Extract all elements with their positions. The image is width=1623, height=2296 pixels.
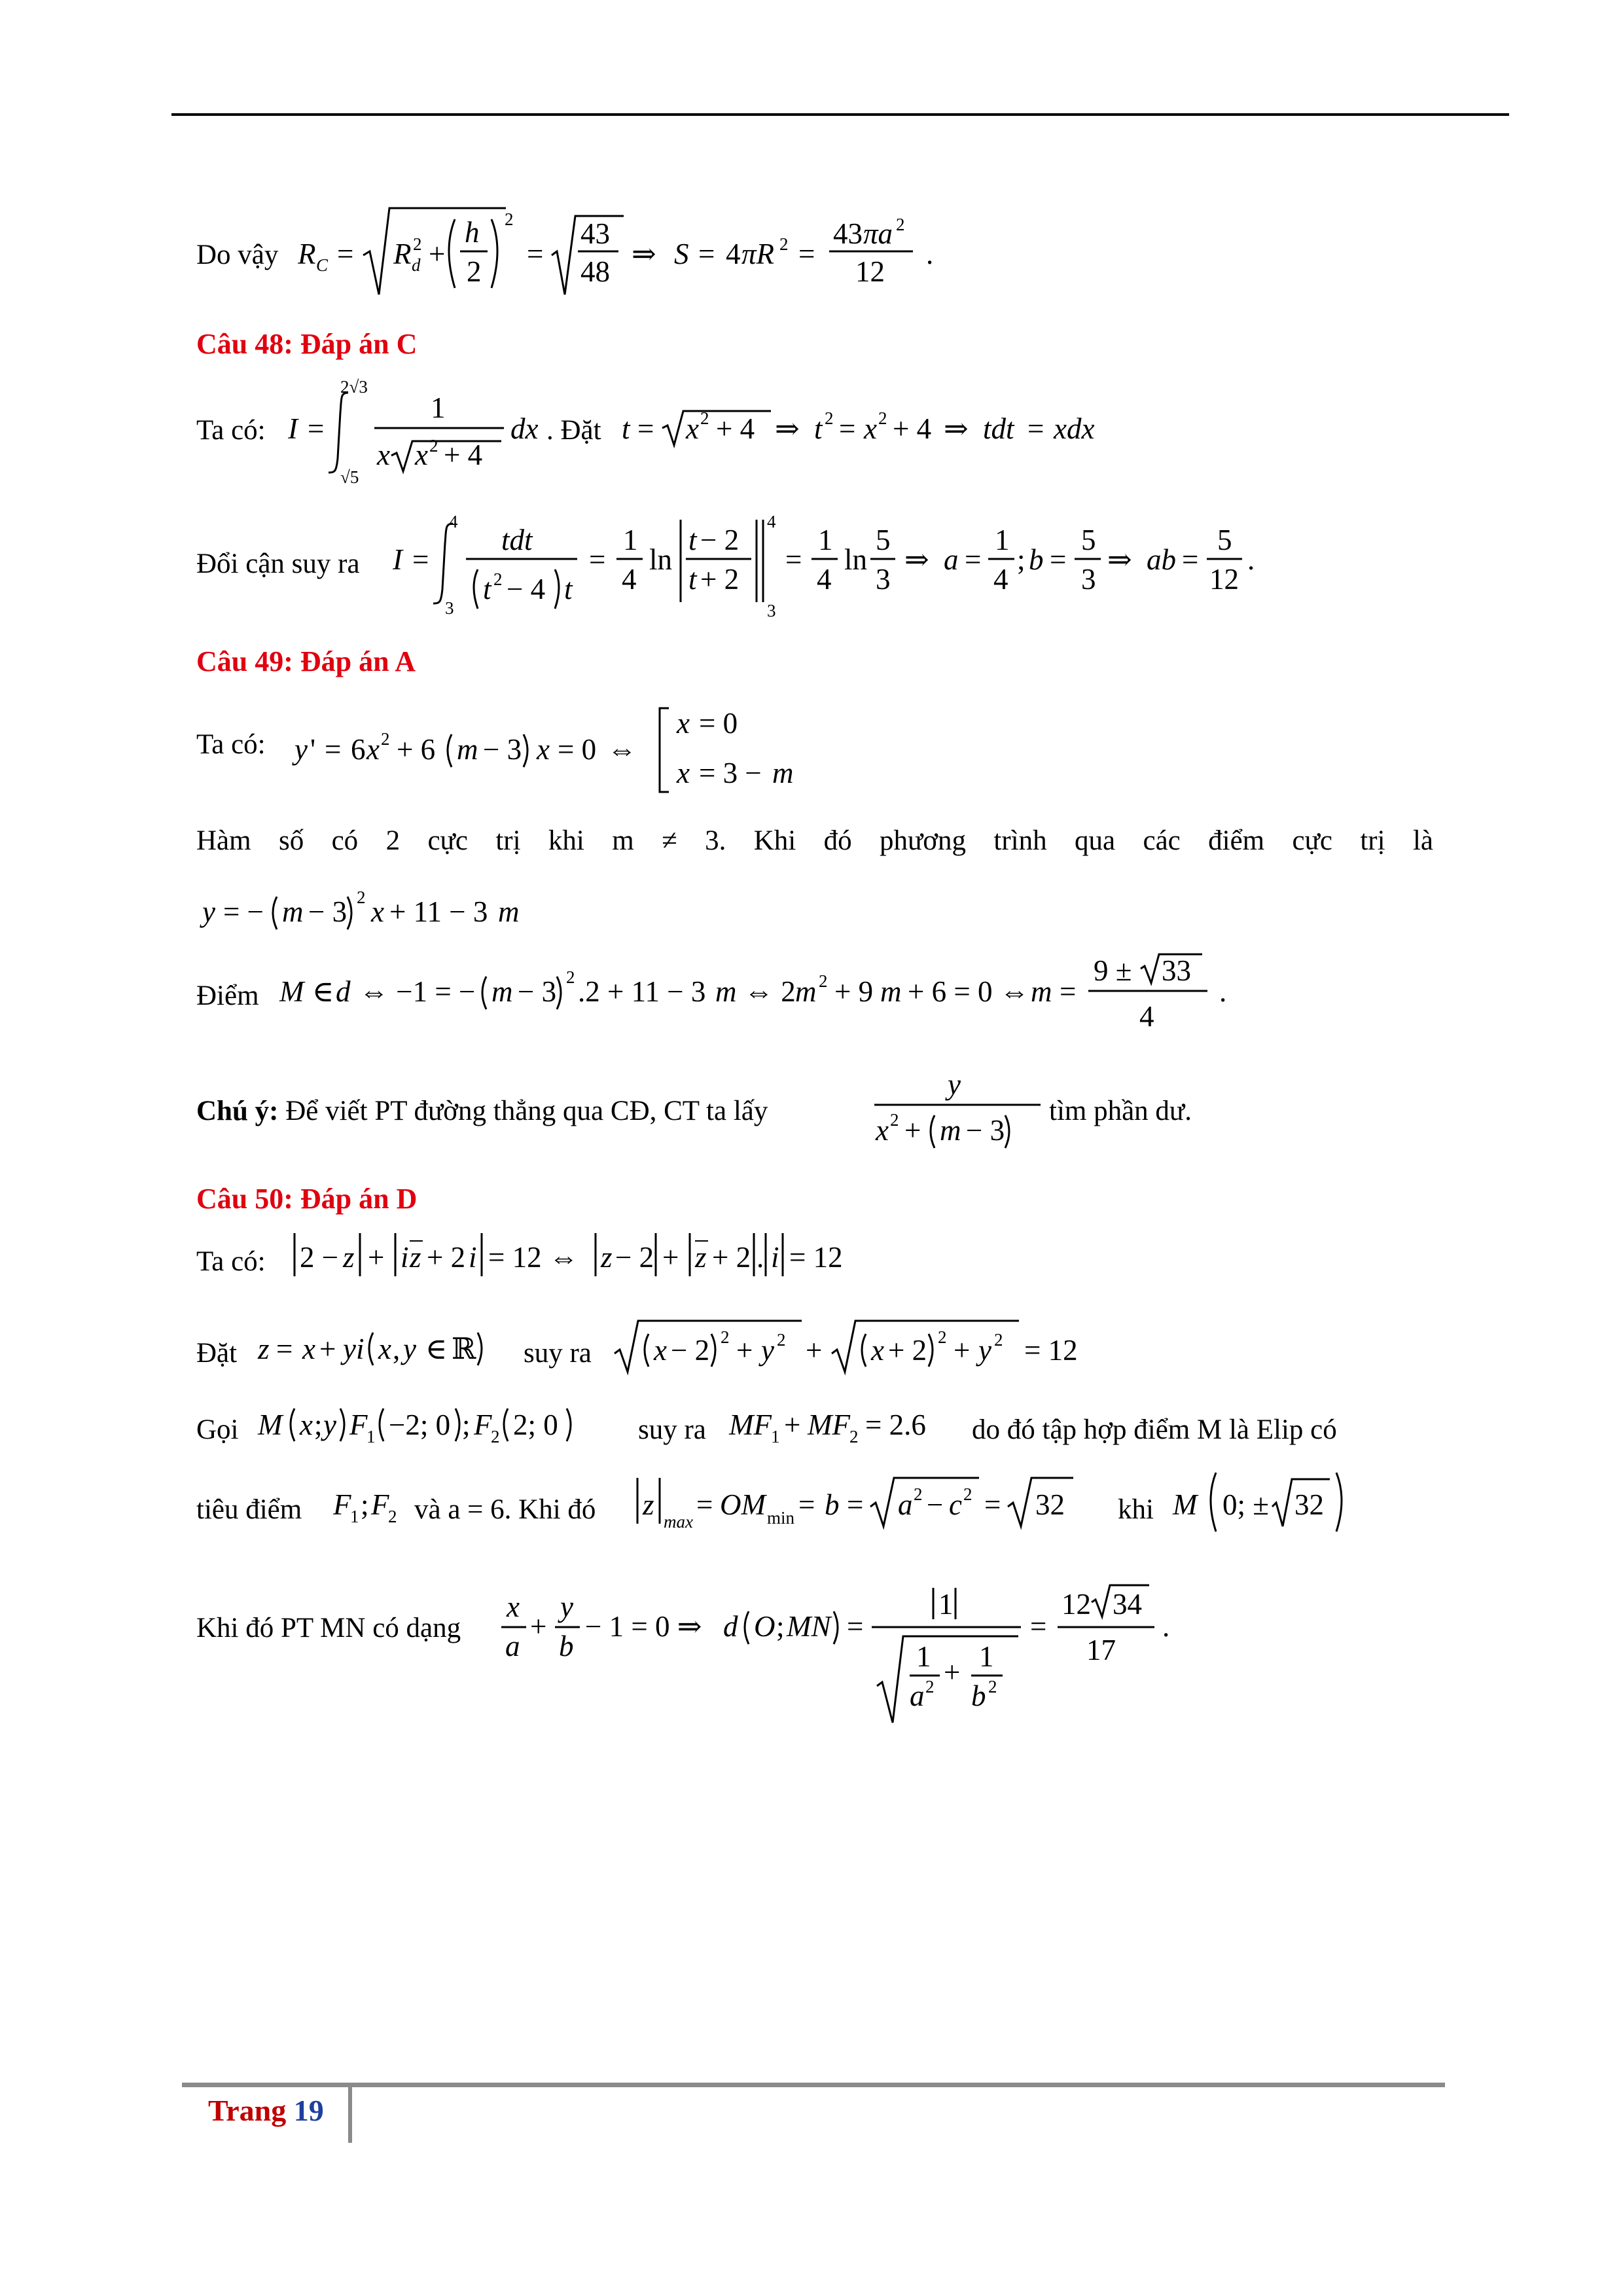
svg-text:1: 1 — [771, 1427, 780, 1446]
svg-text:ℝ: ℝ — [452, 1331, 476, 1366]
svg-text:6: 6 — [351, 733, 366, 766]
svg-text:=: = — [337, 238, 354, 270]
svg-text:9 ±: 9 ± — [1094, 954, 1132, 987]
page-number-label: Trang — [208, 2094, 287, 2127]
q50-line3-tail: do đó tập hợp điểm M là Elip có — [972, 1414, 1337, 1445]
svg-text:y: y — [978, 1334, 991, 1367]
svg-text:+: + — [806, 1334, 823, 1367]
svg-text:+: + — [784, 1408, 801, 1441]
svg-text:m: m — [1031, 975, 1052, 1008]
svg-text:2: 2 — [994, 1330, 1003, 1350]
q50-line4-formula — [330, 1471, 422, 1530]
svg-text:− 2: − 2 — [671, 1334, 710, 1367]
svg-text:MF: MF — [729, 1408, 772, 1441]
svg-text:2: 2 — [938, 1327, 947, 1347]
svg-text:0; ±: 0; ± — [1222, 1488, 1269, 1521]
svg-text:=: = — [839, 412, 856, 445]
svg-text:y: y — [294, 733, 308, 766]
svg-text:m: m — [940, 1114, 961, 1147]
q50-line2-formula2 — [612, 1306, 1103, 1378]
svg-text:− 3: − 3 — [518, 975, 557, 1008]
svg-text:;: ; — [462, 1408, 471, 1441]
svg-text:.: . — [1219, 975, 1227, 1008]
q49-line4-formula — [278, 942, 1260, 1047]
svg-text:2: 2 — [388, 1507, 397, 1526]
q50-line4-mid: và a = 6. Khi đó — [414, 1494, 596, 1525]
svg-text:z: z — [695, 1241, 707, 1274]
svg-text:2: 2 — [963, 1484, 972, 1504]
svg-text:− 3: − 3 — [966, 1114, 1005, 1147]
svg-text:+ 4: + 4 — [893, 412, 932, 445]
svg-text:min: min — [767, 1508, 795, 1528]
q49-line4-prefix: Điểm — [196, 980, 259, 1011]
svg-text:1: 1 — [350, 1507, 359, 1526]
svg-text:2: 2 — [819, 971, 828, 991]
svg-text:x: x — [677, 707, 690, 740]
svg-text:=: = — [308, 412, 325, 445]
svg-text:πa: πa — [863, 217, 893, 250]
svg-text:d: d — [723, 1610, 738, 1643]
svg-text:√5: √5 — [340, 467, 359, 484]
svg-text:= −: = − — [223, 895, 264, 928]
q50-line4-prefix: tiêu điểm — [196, 1494, 302, 1525]
svg-text:2: 2 — [925, 1677, 935, 1696]
svg-text:3: 3 — [445, 598, 454, 618]
q50-line5-formula — [497, 1571, 1178, 1728]
svg-text:t: t — [564, 573, 573, 605]
q49-note-label: Chú ý: — [196, 1096, 279, 1126]
svg-text:2: 2 — [779, 234, 789, 254]
svg-text:4: 4 — [449, 512, 458, 531]
svg-text:MN: MN — [787, 1610, 831, 1643]
svg-text:dx: dx — [510, 412, 539, 445]
svg-text:2: 2 — [890, 1110, 899, 1130]
svg-text:+ 2: + 2 — [427, 1241, 466, 1274]
svg-text:2: 2 — [777, 1330, 786, 1350]
q49-line1-prefix: Ta có: — [196, 729, 266, 760]
svg-text:2: 2 — [413, 234, 422, 254]
svg-text:b: b — [971, 1679, 986, 1712]
svg-text:12: 12 — [855, 255, 885, 288]
svg-text:;: ; — [1017, 543, 1026, 576]
svg-text:2: 2 — [429, 436, 438, 456]
svg-text:2: 2 — [721, 1327, 730, 1347]
svg-text:2: 2 — [914, 1484, 923, 1504]
svg-text:.: . — [1162, 1610, 1170, 1643]
svg-text:a: a — [910, 1679, 925, 1712]
svg-text:x: x — [677, 757, 690, 789]
svg-text:+ 2: + 2 — [712, 1241, 751, 1274]
svg-text:x: x — [871, 1334, 884, 1367]
page-number-value: 19 — [293, 2094, 324, 2127]
svg-text:− 2: − 2 — [700, 524, 740, 556]
svg-text:1: 1 — [979, 1640, 994, 1673]
svg-text:+ 4: + 4 — [444, 439, 483, 471]
svg-text:=: = — [527, 238, 544, 270]
svg-text:4: 4 — [622, 563, 637, 596]
svg-text:=: = — [637, 412, 654, 445]
svg-text:F: F — [349, 1408, 368, 1441]
svg-text:2: 2 — [467, 255, 482, 288]
q48-heading: Câu 48: Đáp án C — [196, 328, 418, 360]
svg-text:+: + — [530, 1610, 547, 1643]
svg-text:⇒: ⇒ — [632, 238, 656, 270]
svg-text:1: 1 — [995, 524, 1010, 556]
svg-text:+: + — [662, 1241, 679, 1274]
svg-text:ln: ln — [844, 543, 868, 576]
svg-text:C: C — [316, 255, 329, 275]
q47-formula — [298, 196, 952, 301]
svg-text:1: 1 — [366, 1427, 376, 1446]
svg-text:= 12: = 12 — [789, 1241, 843, 1274]
svg-text:b: b — [825, 1488, 840, 1521]
svg-text:+ 4: + 4 — [716, 412, 755, 445]
svg-text:m: m — [457, 733, 478, 766]
svg-text:yi: yi — [343, 1333, 365, 1365]
svg-text:ab: ab — [1147, 543, 1176, 576]
svg-text:1: 1 — [623, 524, 638, 556]
svg-text:I: I — [393, 543, 402, 576]
svg-text:4: 4 — [817, 563, 832, 596]
svg-text:=: = — [276, 1333, 293, 1365]
svg-text:c: c — [949, 1488, 962, 1521]
q49-line2: Hàm số có 2 cực trị khi m ≠ 3. Khi đó phương trình qua các điểm cực trị là — [196, 825, 1433, 856]
page-number — [208, 2093, 324, 2128]
svg-text:2; 0: 2; 0 — [513, 1408, 558, 1441]
svg-text:m: m — [715, 975, 737, 1008]
svg-text:= 12 ⇔: = 12 ⇔ — [488, 1241, 579, 1274]
svg-text:12: 12 — [1209, 563, 1239, 596]
svg-text:+ 11 − 3: + 11 − 3 — [389, 895, 488, 928]
svg-text:ln: ln — [649, 543, 673, 576]
svg-text:2: 2 — [849, 1427, 859, 1446]
svg-text:I: I — [288, 412, 298, 445]
svg-text:tdt: tdt — [983, 412, 1014, 445]
svg-text:i: i — [771, 1241, 779, 1274]
svg-text:=: = — [1182, 543, 1199, 576]
svg-text:M: M — [279, 975, 304, 1008]
q50-line1-prefix: Ta có: — [196, 1246, 266, 1277]
svg-text:,: , — [393, 1333, 401, 1365]
svg-text:=: = — [1060, 975, 1077, 1008]
svg-text:2: 2 — [505, 209, 514, 229]
svg-text:= 3 −: = 3 − — [699, 757, 762, 789]
svg-text:=: = — [798, 238, 815, 270]
svg-text:t: t — [688, 524, 697, 556]
q49-note-tail: tìm phần dư. — [1049, 1096, 1192, 1126]
q50-line2-mid: suy ra — [524, 1338, 592, 1369]
svg-text:t: t — [814, 412, 823, 445]
svg-text:x: x — [378, 1333, 391, 1365]
svg-text:2: 2 — [896, 215, 905, 234]
q49-line3-formula — [200, 877, 540, 936]
svg-text:.: . — [1247, 543, 1255, 576]
svg-text:z: z — [343, 1241, 355, 1274]
svg-text:z: z — [258, 1333, 270, 1365]
svg-text:43: 43 — [833, 217, 863, 250]
svg-text:y: y — [202, 895, 215, 928]
svg-text:R: R — [393, 238, 412, 270]
svg-text:⇔ 2: ⇔ 2 — [744, 975, 796, 1008]
q49-note-formula — [869, 1060, 1046, 1158]
svg-text:.: . — [757, 1241, 764, 1274]
svg-text:+ 6 = 0 ⇔: + 6 = 0 ⇔ — [908, 975, 1029, 1008]
svg-text:2: 2 — [566, 967, 575, 987]
svg-text:F: F — [474, 1408, 492, 1441]
q50-line3-formula2 — [726, 1391, 975, 1450]
svg-text:;: ; — [361, 1488, 369, 1521]
svg-text:= 2.6: = 2.6 — [865, 1408, 926, 1441]
q50-line1-formula — [288, 1224, 877, 1283]
svg-text:m: m — [282, 895, 304, 928]
svg-text:M: M — [1173, 1488, 1198, 1521]
q50-line3-mid: suy ra — [638, 1414, 706, 1445]
svg-text:+: + — [904, 1114, 921, 1147]
q47-prefix: Do vậy — [196, 240, 279, 270]
svg-text:∈: ∈ — [312, 975, 334, 1008]
q48-line2-formula — [393, 504, 1257, 628]
svg-text:⇔ −1 = −: ⇔ −1 = − — [359, 975, 476, 1008]
svg-text:a: a — [898, 1488, 913, 1521]
svg-text:2: 2 — [700, 408, 709, 428]
q50-line2-prefix: Đặt — [196, 1338, 238, 1369]
q49-note — [196, 1097, 768, 1125]
svg-text:+ 2: + 2 — [888, 1334, 927, 1367]
svg-text:m: m — [772, 757, 794, 789]
q49-heading: Câu 49: Đáp án A — [196, 645, 416, 677]
svg-text:x: x — [686, 412, 699, 445]
svg-text:xdx: xdx — [1054, 412, 1095, 445]
svg-text:33: 33 — [1162, 954, 1191, 987]
svg-text:max: max — [664, 1512, 693, 1532]
svg-text:2: 2 — [381, 729, 390, 749]
svg-text:− 2: − 2 — [615, 1241, 654, 1274]
svg-text:2√3: 2√3 — [340, 377, 368, 397]
svg-text:1: 1 — [431, 391, 446, 424]
svg-text:5: 5 — [876, 524, 891, 556]
svg-text:+: + — [954, 1334, 971, 1367]
svg-text:=: = — [696, 1488, 713, 1521]
q48-line2-prefix: Đổi cận suy ra — [196, 548, 360, 579]
svg-text:t: t — [483, 573, 491, 605]
svg-text:S: S — [674, 238, 689, 270]
q48-line1-formula2 — [622, 386, 1132, 452]
svg-text:d: d — [412, 255, 421, 275]
svg-text:;: ; — [314, 1408, 323, 1441]
svg-text:3: 3 — [876, 563, 891, 596]
svg-text:=: = — [847, 1488, 864, 1521]
svg-text:M: M — [258, 1408, 283, 1441]
svg-text:43: 43 — [580, 217, 610, 250]
svg-text:m: m — [491, 975, 513, 1008]
svg-text:⇒: ⇒ — [1107, 543, 1132, 576]
svg-text:= 0: = 0 — [558, 733, 597, 766]
svg-text:i: i — [401, 1241, 409, 1274]
svg-text:=: = — [798, 1488, 815, 1521]
svg-text:⇒: ⇒ — [775, 412, 800, 445]
svg-text:=: = — [589, 543, 606, 576]
svg-text:+: + — [368, 1241, 385, 1274]
svg-text:y: y — [560, 1590, 573, 1623]
svg-text:1: 1 — [938, 1588, 954, 1621]
q50-line5-prefix: Khi đó PT MN có dạng — [196, 1613, 461, 1643]
q50-line4-mid2: khi — [1118, 1494, 1154, 1525]
svg-text:z: z — [601, 1241, 613, 1274]
svg-text:=: = — [785, 543, 802, 576]
svg-text:m: m — [795, 975, 817, 1008]
svg-text:.: . — [926, 238, 934, 270]
svg-text:d: d — [336, 975, 351, 1008]
svg-text:x: x — [864, 412, 877, 445]
svg-text:h: h — [465, 216, 480, 249]
svg-text:.2 + 11 − 3: .2 + 11 − 3 — [578, 975, 706, 1008]
svg-text:+: + — [319, 1333, 336, 1365]
svg-text:x: x — [377, 439, 390, 471]
q50-line3-prefix: Gọi — [196, 1414, 239, 1445]
svg-text:x: x — [876, 1114, 889, 1147]
svg-text:5: 5 — [1217, 524, 1232, 556]
svg-text:= 0: = 0 — [699, 707, 738, 740]
svg-text:=: = — [412, 543, 429, 576]
svg-text:R: R — [298, 238, 316, 270]
svg-text:=: = — [965, 543, 982, 576]
svg-text:a: a — [505, 1630, 520, 1662]
svg-text:=: = — [1027, 412, 1044, 445]
q50-line4-formula2 — [633, 1463, 1105, 1535]
svg-text:y: y — [323, 1408, 336, 1441]
footer-rule — [182, 2083, 1445, 2087]
svg-text:48: 48 — [580, 255, 610, 288]
q48-line1-mid: . Đặt — [546, 415, 601, 446]
svg-text:+ 9: + 9 — [834, 975, 874, 1008]
svg-text:x: x — [302, 1333, 315, 1365]
svg-text:+ 6: + 6 — [397, 733, 436, 766]
svg-text:⇒: ⇒ — [904, 543, 929, 576]
svg-text:4: 4 — [1139, 1000, 1154, 1033]
q50-line4-formula3 — [1170, 1460, 1360, 1538]
svg-text:': ' — [310, 733, 316, 766]
svg-text:+: + — [429, 238, 446, 270]
svg-text:32: 32 — [1035, 1488, 1065, 1521]
svg-text:− 3: − 3 — [483, 733, 522, 766]
svg-text:+: + — [944, 1656, 961, 1689]
q49-note-text: Để viết PT đường thẳng qua CĐ, CT ta lấy — [285, 1096, 768, 1126]
svg-text:4: 4 — [993, 563, 1008, 596]
svg-text:OM: OM — [720, 1488, 766, 1521]
svg-text:= 12: = 12 — [1024, 1334, 1078, 1367]
svg-text:;: ; — [776, 1610, 785, 1643]
footer-divider — [348, 2083, 352, 2143]
svg-text:3: 3 — [767, 601, 776, 620]
svg-text:3: 3 — [1081, 563, 1096, 596]
svg-text:2: 2 — [357, 888, 366, 907]
header-rule — [171, 113, 1509, 116]
svg-text:y: y — [403, 1333, 416, 1365]
svg-text:=: = — [1050, 543, 1067, 576]
svg-text:2: 2 — [493, 569, 503, 589]
svg-text:2: 2 — [825, 408, 834, 428]
svg-text:t: t — [622, 412, 630, 445]
svg-text:32: 32 — [1294, 1488, 1324, 1521]
q48-line1-prefix: Ta có: — [196, 415, 266, 446]
svg-text:i: i — [469, 1241, 477, 1274]
svg-text:4: 4 — [726, 238, 741, 270]
svg-text:+ 2: + 2 — [700, 563, 740, 596]
svg-text:O: O — [754, 1610, 776, 1643]
svg-text:=: = — [698, 238, 715, 270]
q50-heading: Câu 50: Đáp án D — [196, 1183, 418, 1215]
svg-text:=: = — [1030, 1610, 1047, 1643]
svg-text:πR: πR — [741, 238, 775, 270]
svg-text:F: F — [333, 1488, 351, 1521]
svg-text:1: 1 — [818, 524, 833, 556]
svg-text:− 3: − 3 — [308, 895, 348, 928]
svg-text:2 −: 2 − — [300, 1241, 339, 1274]
svg-text:4: 4 — [767, 512, 776, 531]
svg-text:17: 17 — [1086, 1634, 1116, 1666]
svg-text:⇒: ⇒ — [944, 412, 969, 445]
svg-text:x: x — [507, 1590, 520, 1623]
svg-text:m: m — [880, 975, 902, 1008]
svg-text:=: = — [984, 1488, 1001, 1521]
svg-text:MF: MF — [808, 1408, 850, 1441]
svg-text:x: x — [537, 733, 550, 766]
q50-line3-formula — [255, 1391, 622, 1450]
svg-text:y: y — [761, 1334, 774, 1367]
svg-text:− 4: − 4 — [507, 573, 546, 605]
svg-text:12: 12 — [1061, 1588, 1091, 1621]
svg-text:m: m — [498, 895, 520, 928]
svg-text:z: z — [410, 1241, 421, 1274]
svg-text:2: 2 — [878, 408, 887, 428]
svg-text:1: 1 — [916, 1640, 931, 1673]
svg-text:2: 2 — [988, 1677, 997, 1696]
svg-text:a: a — [944, 543, 959, 576]
svg-text:x: x — [371, 895, 384, 928]
svg-text:−: − — [927, 1488, 944, 1521]
svg-text:b: b — [559, 1630, 574, 1662]
svg-text:− 1 = 0 ⇒: − 1 = 0 ⇒ — [585, 1610, 702, 1643]
svg-text:+: + — [736, 1334, 753, 1367]
svg-text:=: = — [847, 1610, 864, 1643]
svg-text:x: x — [415, 439, 428, 471]
svg-text:2: 2 — [491, 1427, 500, 1446]
svg-text:x: x — [366, 733, 380, 766]
svg-text:−2; 0: −2; 0 — [389, 1408, 451, 1441]
svg-text:34: 34 — [1113, 1588, 1142, 1621]
svg-text:z: z — [643, 1488, 654, 1521]
svg-text:5: 5 — [1081, 524, 1096, 556]
svg-text:∈: ∈ — [425, 1333, 448, 1365]
q50-line2-formula — [255, 1316, 530, 1374]
svg-text:⇔: ⇔ — [607, 733, 637, 766]
svg-text:=: = — [325, 733, 342, 766]
svg-text:x: x — [300, 1408, 313, 1441]
svg-text:F: F — [371, 1488, 389, 1521]
svg-text:y: y — [948, 1068, 961, 1101]
q49-line1-formula — [288, 694, 812, 805]
svg-text:t: t — [688, 563, 697, 596]
svg-text:tdt: tdt — [501, 524, 533, 556]
svg-text:b: b — [1029, 543, 1044, 576]
svg-text:x: x — [654, 1334, 667, 1367]
